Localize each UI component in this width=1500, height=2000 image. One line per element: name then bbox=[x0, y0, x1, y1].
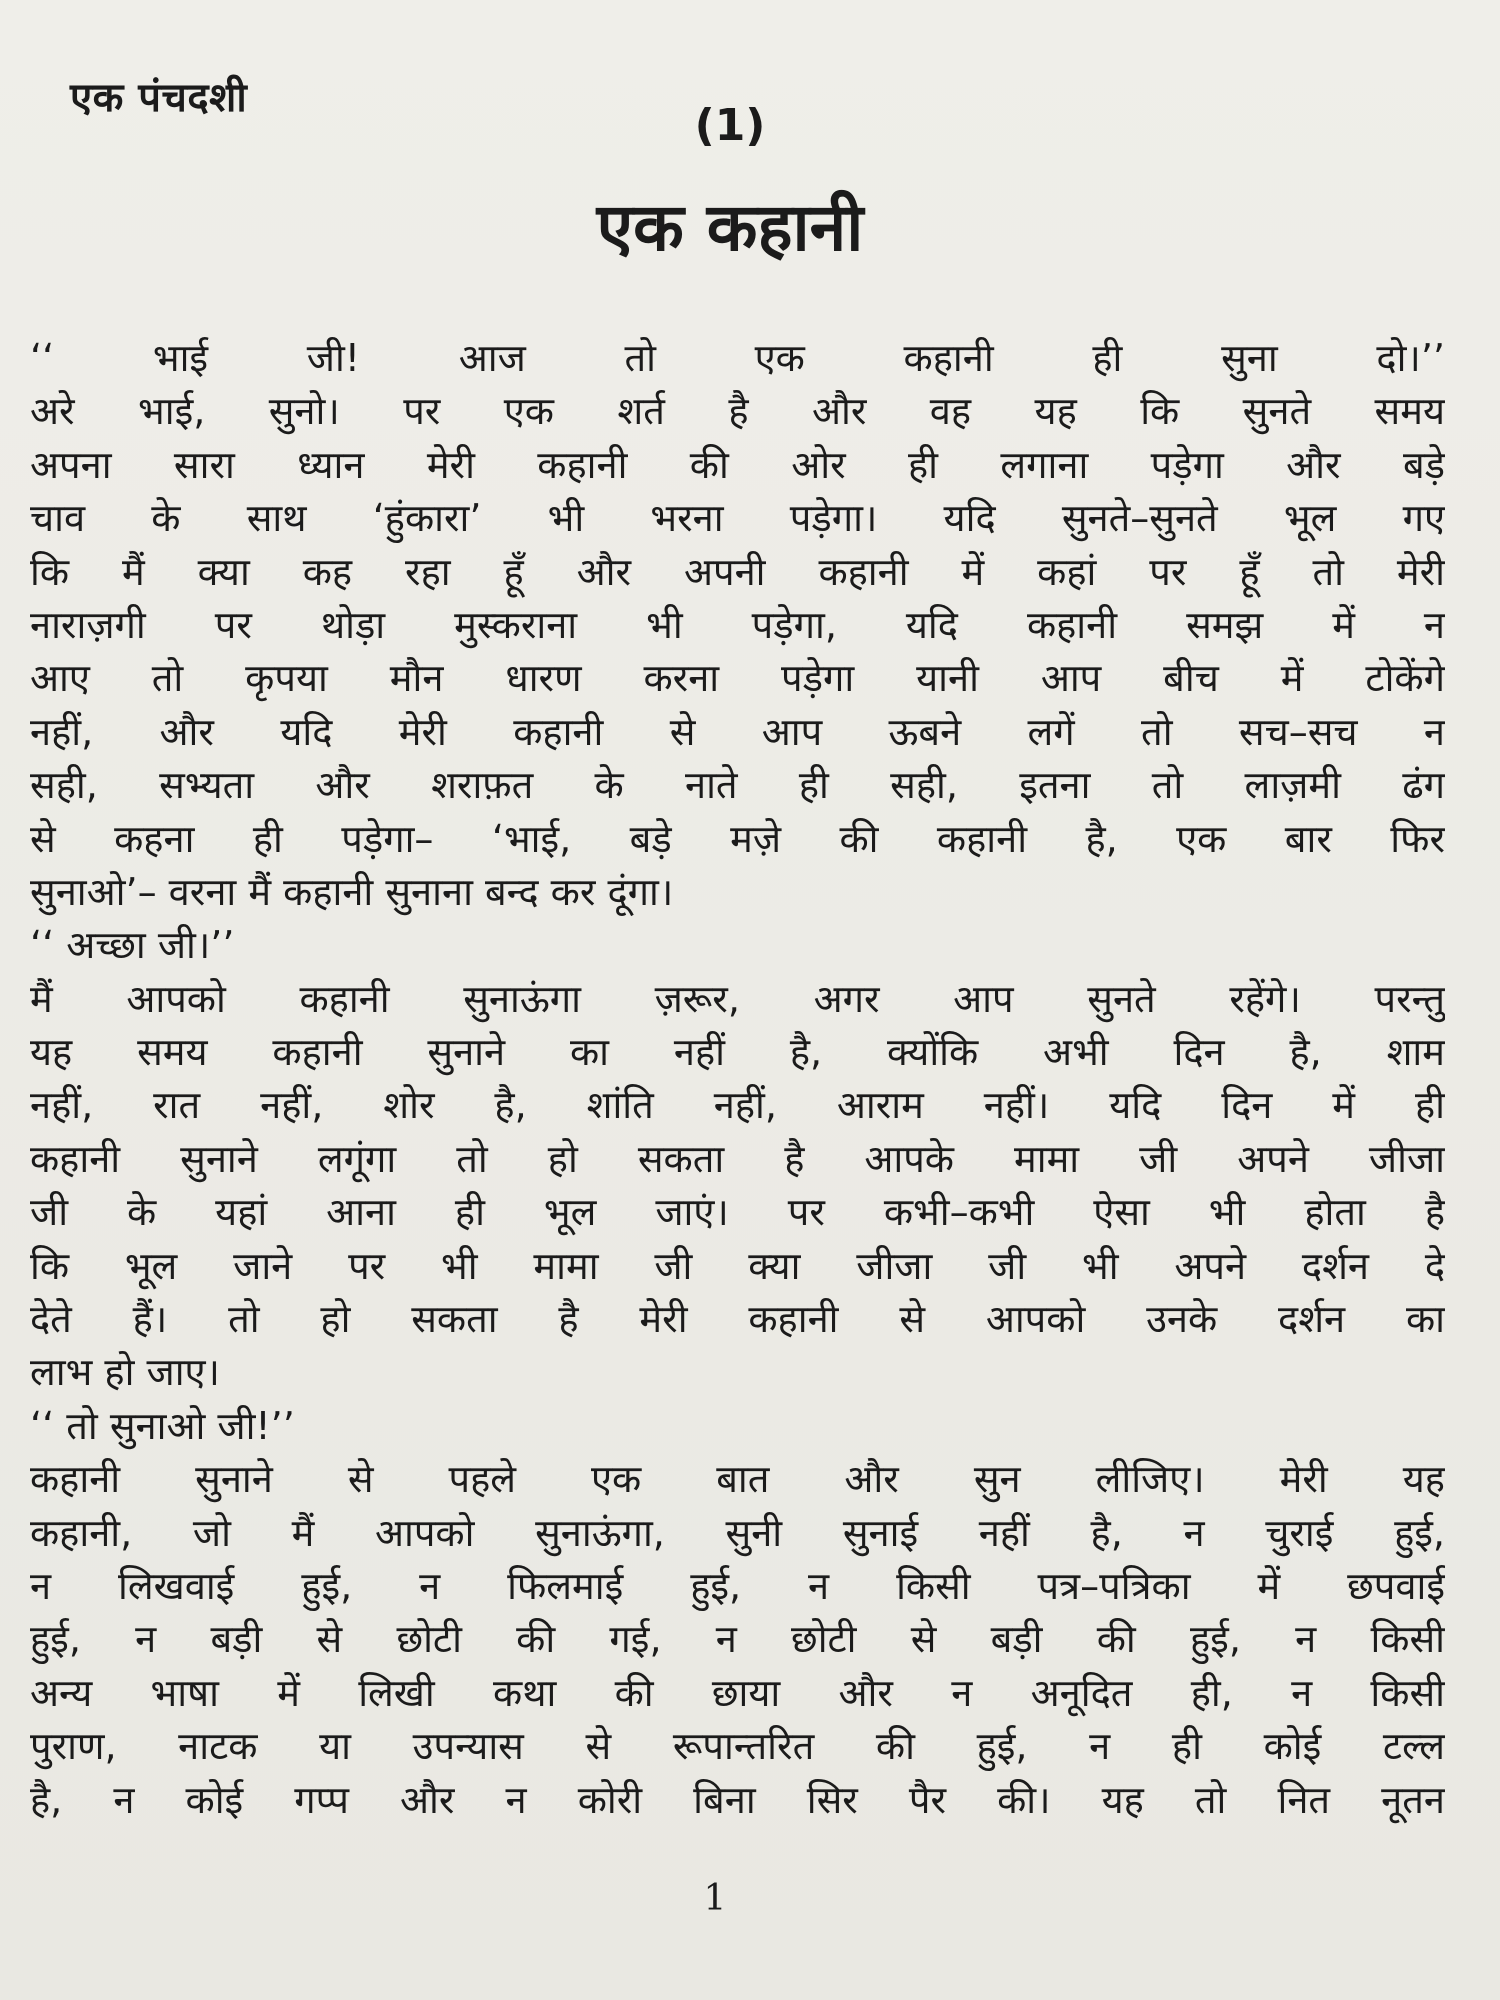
text-line: कहानी सुनाने से पहले एक बात और सुन लीजिए। मेरी यह bbox=[30, 1457, 1445, 1502]
text-line: कि भूल जाने पर भी मामा जी क्या जीजा जी भी अपने दर्शन दे bbox=[30, 1243, 1445, 1288]
text-line: नहीं, रात नहीं, शोर है, शांति नहीं, आराम नहीं। यदि दिन में ही bbox=[30, 1083, 1445, 1128]
text-line: चाव के साथ ‘हुंकारा’ भी भरना पड़ेगा। यदि सुनते–सुनते भूल गए bbox=[30, 496, 1445, 541]
text-line: हुई, न बड़ी से छोटी की गई, न छोटी से बड़ी की हुई, न किसी bbox=[30, 1617, 1445, 1662]
text-line: अपना सारा ध्यान मेरी कहानी की ओर ही लगाना पड़ेगा और बड़े bbox=[30, 442, 1445, 487]
chapter-title: एक कहानी bbox=[596, 189, 864, 266]
text-line: सुनाओ’– वरना मैं कहानी सुनाना बन्द कर दूंगा। bbox=[30, 869, 674, 914]
text-line: नाराज़गी पर थोड़ा मुस्कराना भी पड़ेगा, यदि कहानी समझ में न bbox=[30, 602, 1445, 647]
chapter-number: (1) bbox=[694, 100, 766, 151]
text-line: पुराण, नाटक या उपन्यास से रूपान्तरित की हुई, न ही कोई टल्ल bbox=[30, 1724, 1445, 1769]
text-line: से कहना ही पड़ेगा– ‘भाई, बड़े मज़े की कहानी है, एक बार फिर bbox=[30, 816, 1445, 861]
text-line: ‘‘ अच्छा जी।’’ bbox=[30, 923, 235, 968]
text-line: अरे भाई, सुनो। पर एक शर्त है और वह यह कि सुनते समय bbox=[30, 389, 1445, 434]
page-number: 1 bbox=[703, 1878, 727, 1919]
text-line: मैं आपको कहानी सुनाऊंगा ज़रूर, अगर आप सुनते रहेंगे। परन्तु bbox=[30, 976, 1445, 1021]
text-line: है, न कोई गप्प और न कोरी बिना सिर पैर की। यह तो नित नूतन bbox=[30, 1777, 1445, 1822]
text-line: ‘‘ भाई जी! आज तो एक कहानी ही सुना दो।’’ bbox=[30, 336, 1445, 380]
text-line: कि मैं क्या कह रहा हूँ और अपनी कहानी में कहां पर हूँ तो मेरी bbox=[30, 549, 1445, 594]
text-line: कहानी, जो मैं आपको सुनाऊंगा, सुनी सुनाई नहीं है, न चुराई हुई, bbox=[30, 1510, 1445, 1555]
text-line: ‘‘ तो सुनाओ जी!’’ bbox=[30, 1403, 295, 1448]
text-line: नहीं, और यदि मेरी कहानी से आप ऊबने लगें तो सच–सच न bbox=[30, 709, 1445, 754]
text-line: सही, सभ्यता और शराफ़त के नाते ही सही, इतना तो लाज़मी ढंग bbox=[30, 763, 1445, 808]
text-line: जी के यहां आना ही भूल जाएं। पर कभी–कभी ऐसा भी होता है bbox=[30, 1190, 1445, 1235]
text-line: न लिखवाई हुई, न फिलमाई हुई, न किसी पत्र–पत्रिका में छपवाई bbox=[30, 1563, 1445, 1608]
text-line: लाभ हो जाए। bbox=[30, 1350, 220, 1395]
text-line: कहानी सुनाने लगूंगा तो हो सकता है आपके मामा जी अपने जीजा bbox=[30, 1136, 1445, 1181]
body-text bbox=[30, 332, 1445, 1827]
text-line: अन्य भाषा में लिखी कथा की छाया और न अनूदित ही, न किसी bbox=[30, 1670, 1445, 1715]
text-line: आए तो कृपया मौन धारण करना पड़ेगा यानी आप बीच में टोकेंगे bbox=[30, 656, 1445, 701]
text-line: देते हैं। तो हो सकता है मेरी कहानी से आपको उनके दर्शन का bbox=[30, 1297, 1445, 1342]
running-header: एक पंचदशी bbox=[70, 75, 248, 121]
text-line: यह समय कहानी सुनाने का नहीं है, क्योंकि अभी दिन है, शाम bbox=[30, 1030, 1445, 1075]
